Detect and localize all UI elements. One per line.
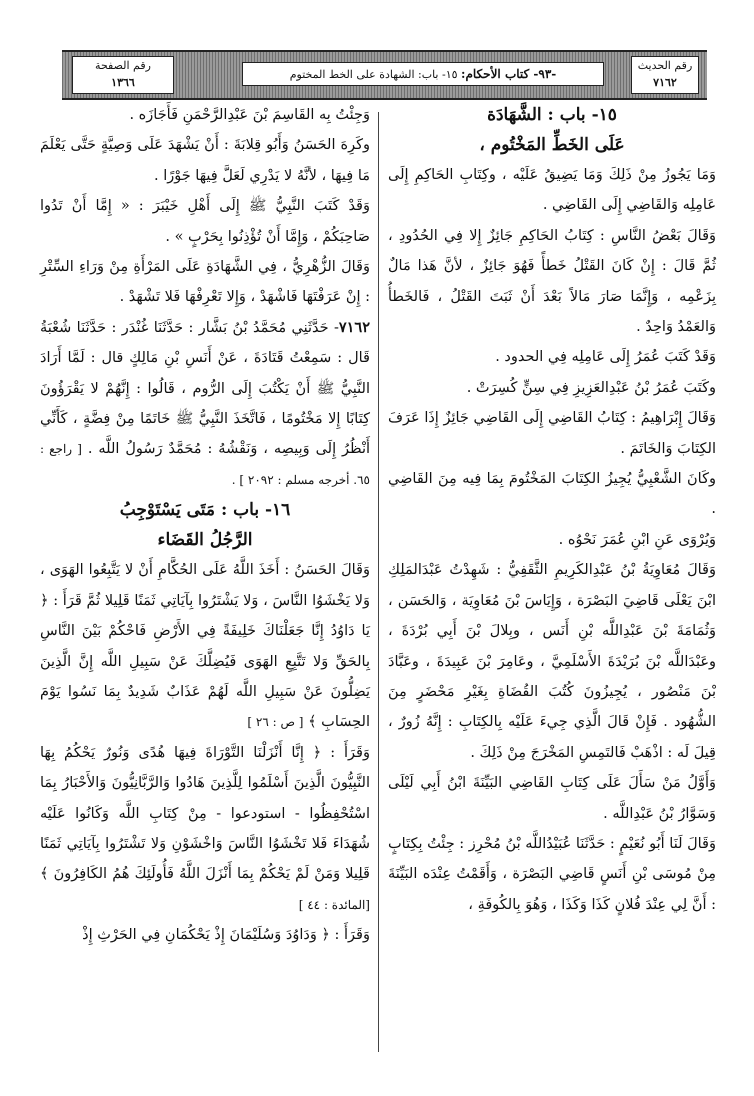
running-title [242, 62, 604, 86]
paragraph [40, 555, 370, 737]
page-header [62, 50, 707, 100]
chapter-15-title-line1: ١٥- باب : الشَّهَادَة [487, 105, 617, 125]
paragraph: وَيُرْوَى عَنِ ابْنِ عُمَرَ نَحْوُه . [558, 531, 716, 548]
paragraph: وَقَالَ بَعْضُ النَّاسِ : كِتَابُ الحَاكِمِ جَائِزٌ إِلا فِي الحُدُودِ ، ثُمَّ قَالَ : إِنْ كَانَ القَتْلُ خَطأً فَهُوَ جَائِزٌ ، لأنَّ هَذا مَالٌ بِزَعْمِه ، وَإِنَّمَا صَارَ مَالاً بَعْدَ أَنْ ثَبَتَ القَتْلُ ، فَالخَطأُ وَالعَمْدُ وَاحِدٌ . [388, 227, 716, 336]
paragraph: وكَتَبَ عُمَرُ بْنُ عَبْدِالعَزِيزِ فِي سِنٍّ كُسِرَتْ . [466, 379, 716, 396]
paragraph: وَأَوَّلُ مَنْ سَأَلَ عَلَى كِتَابِ القَاضِي البَيِّنَةَ ابْنُ أَبِي لَيْلَى وَسَوَّارُ بْنُ عَبْدِاللَّه . [388, 775, 716, 822]
paragraph: وكَانَ الشَّعْبِيُّ يُجِيزُ الكِتَابَ المَخْتُومَ بِمَا فِيه مِنَ القَاضِي . [388, 471, 716, 518]
paragraph-text: وَقَالَ الحَسَنُ : أَخَذَ اللَّهُ عَلَى الحُكَّامِ أَنْ لا يَتَّبِعُوا الهَوَى ، وَلا يَخْشَوُا النَّاسَ ، وَلا يَشْتَرُوا بِآيَاتِي ثَمَنًا قَلِيلا ثُمَّ قَرَأَ : ﴿ يَا دَاوُدُ إِنَّا جَعَلْنَاكَ خَلِيفَةً فِي الأَرْضِ فَاحْكُمْ بَيْنَ النَّاسِ بِالحَقِّ وَلا تَتَّبِعِ الهَوَى فَيُضِلَّكَ عَنْ سَبِيلِ اللَّه إِنَّ الَّذِينَ يَضِلُّونَ عَنْ سَبِيلِ اللَّه لَهُمْ عَذَابٌ شَدِيدٌ بِمَا نَسُوا يَوْمَ الحِسَابِ ﴾ [40, 562, 370, 731]
paragraph: وَقَرَأَ : ﴿ وَدَاوُدَ وَسُلَيْمَانَ إِذْ يَحْكُمَانِ فِي الحَرْثِ إِذْ [82, 927, 370, 944]
page-number: ١٣٦٦ [111, 76, 135, 89]
paragraph: وَقَالَ مُعَاوِيَةُ بْنُ عَبْدِالكَرِيمِ الثَّقَفِيُّ : شَهِدْتُ عَبْدَالمَلِكِ ابْنَ يَعْلَى قَاضِيَ البَصْرَة ، وَإِيَاسَ بْنَ مُعَاوِيَة ، وَالحَسَن ، وَثُمَامَةَ بْنَ عَبْدِاللَّه بْنِ أَنَس ، وبِلالَ بْنَ أَبِي بُرْدَةَ ، وعَبْدَاللَّه بْنَ بُرَيْدَةَ الأَسْلَمِيَّ ، وعَامِرَ بْنَ عَبِيدَةَ ، وعَبَّادَ بْنَ مَنْصُور ، يُجِيزُونَ كُتُبَ القُضَاةِ بِغَيْرِ مَحْضَرٍ مِنَ الشُّهُود . فَإِنْ قَالَ الَّذِي جِيءَ عَلَيْه بِالكِتَابِ : إِنَّهُ زُورٌ ، قِيلَ لَه : اذْهَبْ فَالتَمِسِ المَخْرَجَ مِنْ ذَلِكَ . [388, 562, 716, 761]
paragraph: وكَرِهَ الحَسَنُ وَأَبُو قِلابَةَ : أَنْ يَشْهَدَ عَلَى وَصِيَّةٍ حَتَّى يَعْلَمَ مَا فِيهَا ، لأنَّهُ لا يَدْرِي لَعَلَّ فِيهَا جَوْرًا . [40, 137, 370, 184]
chapter-15-title-line2: عَلَى الخَطِّ المَخْتُوم ، [479, 135, 625, 155]
book-title: -٩٣- كتاب الأحكام: [461, 67, 557, 81]
right-column [388, 100, 716, 920]
paragraph: وَقَدْ كَتَبَ عُمَرُ إِلَى عَامِلِه فِي الحدود . [495, 349, 716, 366]
chapter-16-title-line1: ١٦- باب : مَتَى يَسْتَوْجِبُ [119, 500, 291, 521]
hadith-paragraph [40, 313, 370, 495]
paragraph: وَمَا يَجُوزُ مِنْ ذَلِكَ وَمَا يَضِيقُ عَلَيْه ، وكِتَابِ الحَاكِمِ إِلَى عَامِلِه وَالقَاضِي إِلَى القَاضِي . [388, 167, 716, 214]
paragraph: وَجِئْتُ بِه القَاسِمَ بْنَ عَبْدِالرَّحْمَنِ فَأَجَازَه . [129, 107, 370, 123]
paragraph-text: وَقَرَأَ : ﴿ إِنَّا أَنْزَلْنَا التَّوْرَاةَ فِيهَا هُدًى وَنُورٌ يَحْكُمُ بِهَا النَّبِيُّونَ الَّذِينَ أَسْلَمُوا لِلَّذِينَ هَادُوا وَالرَّبَّانِيُّونَ وَالأَحْبَارُ بِمَا اسْتُحْفِظُوا - استودعوا - مِنْ كِتَابِ اللَّه وَكَانُوا عَلَيْه شُهَدَاءَ فَلا تَخْشَوُا النَّاسَ وَاخْشَوْنِ وَلا تَشْتَرُوا بِآيَاتِي ثَمَنًا قَلِيلا وَمَنْ لَمْ يَحْكُمْ بِمَا أَنْزَلَ اللَّهُ فَأُولَئِكَ هُمُ الكَافِرُونَ ﴾ [40, 744, 370, 883]
hadith-number-label: رقم الحديث [637, 59, 693, 72]
hadith-number: ٧١٦٢ [653, 76, 677, 89]
paragraph: وَقَالَ لَنَا أَبُو نُعَيْمٍ : حَدَّثَنَا عُبَيْدُاللَّه بْنُ مُحْرِز : جِئْتُ بِكِتَابٍ مِنْ مُوسَى بْنِ أَنَسٍ قَاضِي البَصْرَة ، وَأَقَمْتُ عِنْدَه البَيِّنَةَ : أَنَّ لِي عِنْدَ فُلانٍ كَذَا وَكَذَا ، وَهُوَ بِالكُوفَةِ ، [388, 835, 716, 913]
column-divider [378, 112, 379, 1052]
left-column [40, 100, 370, 951]
chapter-16-title-line2: الرَّجُلُ القَضَاء [157, 530, 253, 551]
hadith-number-inline: ٧١٦٢ [338, 318, 370, 336]
paragraph: وَقَدْ كَتَبَ النَّبِيُّ ﷺ إِلَى أَهْلِ خَيْبَرَ : « إِمَّا أَنْ تَدُوا صَاحِبَكُمْ ، وَإِمَّا أَنْ تُؤْذِنُوا بِحَرْبٍ » . [40, 198, 370, 245]
page-number-label: رقم الصفحة [95, 59, 151, 72]
paragraph [40, 738, 370, 920]
quran-reference: [المائدة : ٤٤ ] [298, 897, 370, 912]
quran-reference: [ ص : ٢٦ ] [247, 715, 304, 730]
page-number-box [72, 56, 174, 94]
paragraph: وَقَالَ إِبْرَاهِيمُ : كِتَابُ القَاضِي إِلَى القَاضِي جَائِزٌ إِذَا عَرَفَ الكِتَابَ وَالخَاتَمَ . [388, 410, 716, 457]
hadith-number-box [631, 56, 699, 94]
chapter-title: ١٥- باب: الشهادة على الخط المختوم [289, 68, 458, 81]
paragraph: وَقَالَ الزُّهْرِيُّ ، فِي الشَّهَادَةِ عَلَى المَرْأَةِ مِنْ وَرَاءِ السِّتْرِ : إِنْ عَرَفْتَهَا فَاشْهَدْ ، وَإِلا تَعْرِفْهَا فَلا تَشْهَدْ . [40, 259, 370, 306]
reference: [ راجع : ٦٥. أخرجه مسلم : ٢٠٩٢ ] . [40, 442, 370, 487]
hadith-text: - حَدَّثَنِي مُحَمَّدُ بْنُ بَشَّار : حَدَّثَنَا غُنْدَر : حَدَّثَنَا شُعْبَةُ قَال : سَمِعْتُ قَتَادَةَ ، عَنْ أَنَسِ بْنِ مَالِكٍ قال : لَمَّا أَرَادَ النَّبِيُّ ﷺ أَنْ يَكْتُبَ إِلَى الرُّوم ، قَالُوا : إِنَّهُمْ لا يَقْرَؤُونَ كِتَابًا إِلا مَخْتُومًا ، فَاتَّخَذَ النَّبِيُّ ﷺ خَاتَمًا مِنْ فِضَّةٍ ، كَأَنِّي أَنْظُرُ إِلَى وَبِيصِه ، وَنَقْشُهُ : مُحَمَّدٌ رَسُولُ اللَّه . [40, 319, 371, 458]
